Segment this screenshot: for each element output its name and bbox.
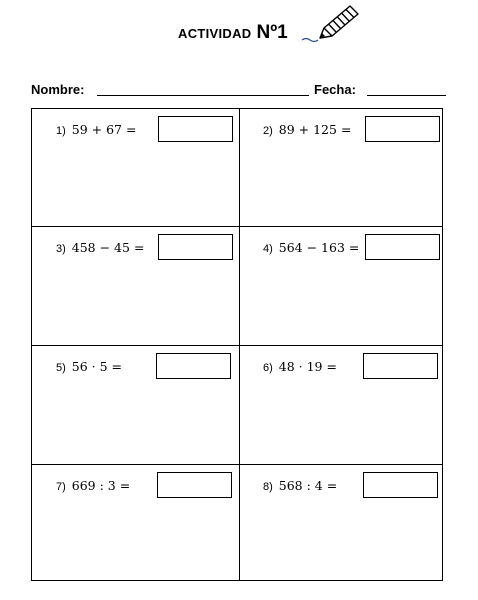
problem-cell [239,465,445,583]
problem-number: 8) [263,481,273,493]
problem-text [56,478,130,493]
problem-expression: 669 : 3 = [71,478,131,493]
problem-text [56,359,122,374]
problem-text [56,122,136,137]
problem-cell [32,465,238,583]
problem-expression: 458 − 45 = [71,240,145,255]
problem-cell [32,227,238,345]
problem-expression: 564 − 163 = [278,240,360,255]
problem-expression: 59 + 67 = [71,122,137,137]
title-word: ACTIVIDAD [178,26,252,41]
pencil-icon [300,4,362,46]
problem-number: 1) [56,125,66,137]
problem-text [263,122,351,137]
date-label: Fecha: [314,82,356,97]
problem-text [263,359,337,374]
answer-box[interactable] [156,353,231,379]
problem-expression: 568 : 4 = [278,478,338,493]
problem-expression: 48 · 19 = [278,359,337,374]
answer-box[interactable] [363,353,438,379]
problem-cell [32,109,238,227]
name-label: Nombre: [31,82,85,97]
problem-number: 5) [56,362,66,374]
problem-number: 3) [56,243,66,255]
answer-box[interactable] [157,472,232,498]
problem-expression: 89 + 125 = [278,122,352,137]
problem-cell [239,227,445,345]
problem-number: 7) [56,481,66,493]
student-info-row [31,80,451,100]
date-field[interactable] [367,95,446,96]
problem-cell [239,109,445,227]
answer-box[interactable] [158,234,233,260]
problem-text [263,240,359,255]
problem-grid [31,108,443,581]
title-number: Nº1 [256,22,288,43]
answer-box[interactable] [365,234,440,260]
name-field[interactable] [97,95,309,96]
problem-number: 2) [263,125,273,137]
answer-box[interactable] [365,116,440,142]
answer-box[interactable] [158,116,233,142]
problem-expression: 56 · 5 = [71,359,123,374]
problem-cell [239,346,445,464]
worksheet-header [0,0,478,60]
problem-number: 6) [263,362,273,374]
problem-cell [32,346,238,464]
problem-text [263,478,337,493]
page-title [178,22,288,44]
problem-number: 4) [263,243,273,255]
problem-text [56,240,144,255]
answer-box[interactable] [363,472,438,498]
